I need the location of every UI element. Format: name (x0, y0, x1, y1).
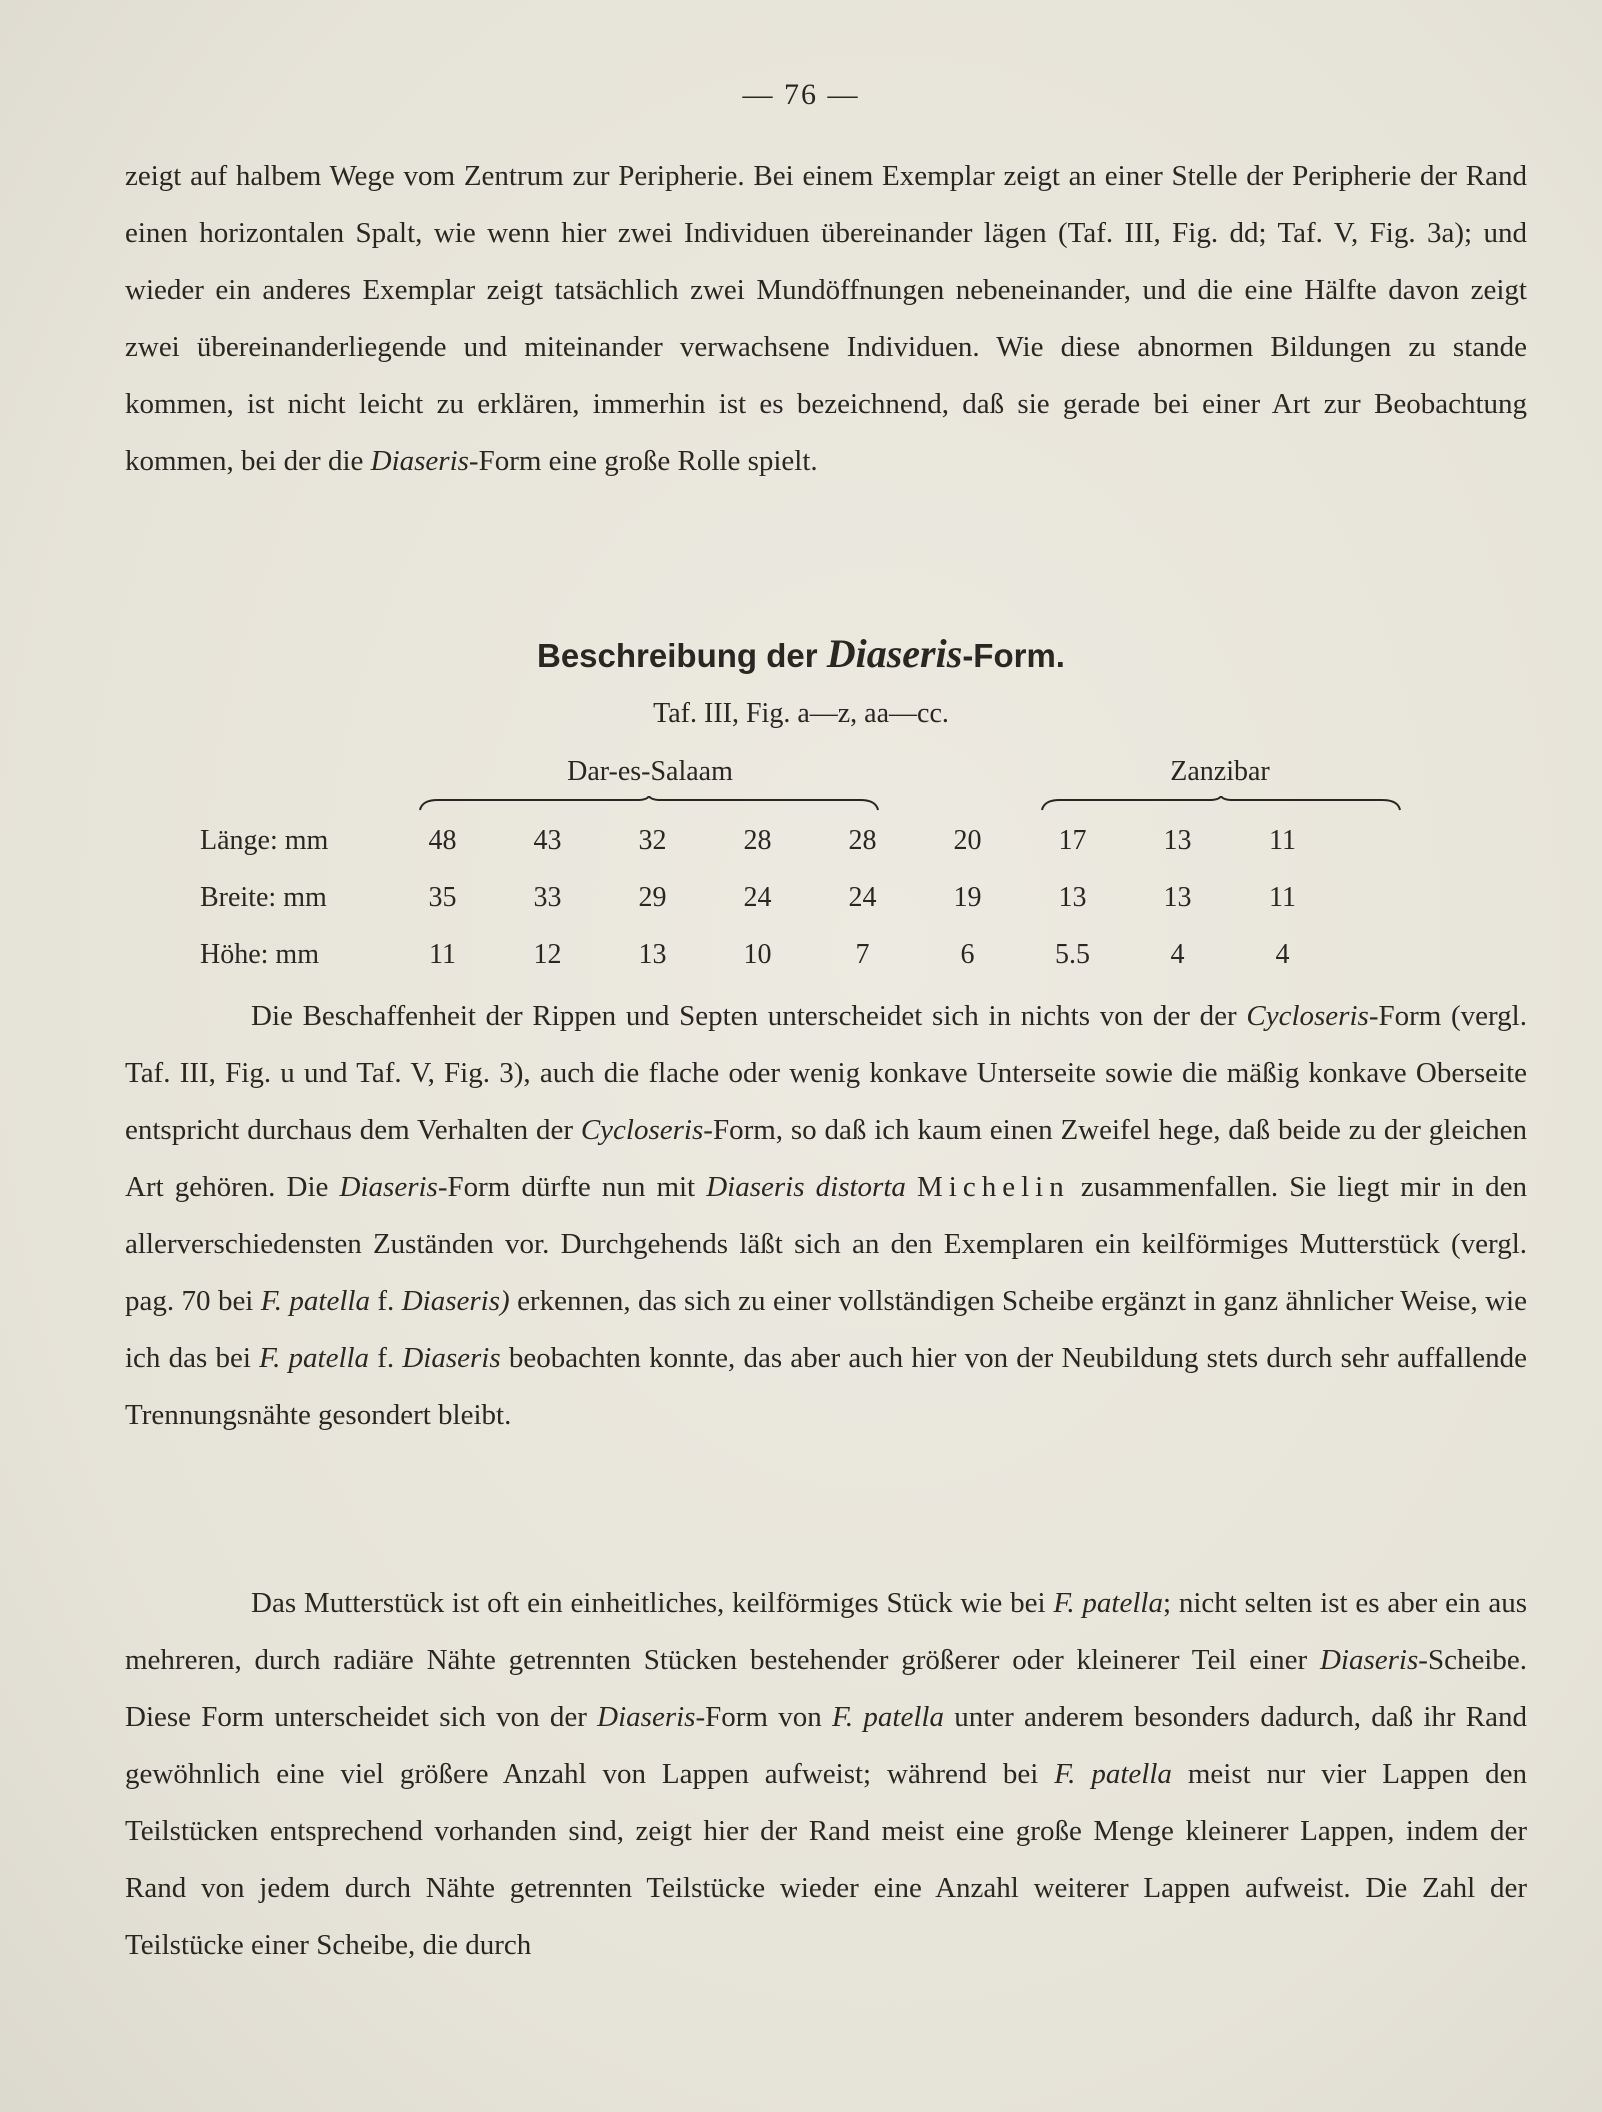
table-cell: 11 (1269, 881, 1296, 913)
brace-zanzibar (1040, 796, 1402, 812)
table-cell: 10 (743, 938, 772, 970)
section-heading: Beschreibung der Diaseris-Form. (537, 631, 1065, 676)
table-cell: 29 (638, 881, 667, 913)
table-cell: 20 (953, 824, 982, 856)
table-cell: 13 (1058, 881, 1087, 913)
table-cell: 24 (743, 881, 772, 913)
region-label-zanzibar: Zanzibar (1170, 756, 1270, 787)
row-label: Länge: mm (200, 824, 329, 856)
table-cell: 4 (1170, 938, 1185, 970)
table-row-hoehe (200, 926, 1335, 983)
table-cell: 17 (1058, 824, 1087, 856)
table-cell: 12 (533, 938, 562, 970)
table-cell: 6 (960, 938, 975, 970)
table-cell: 7 (855, 938, 870, 970)
table-cell: 19 (953, 881, 982, 913)
table-cell: 11 (429, 938, 456, 970)
paragraph-3: Das Mutterstück ist oft ein einheitliches, keilförmiges Stück wie bei F. patella; nicht selten ist es aber ein aus mehreren, durch radiäre Nähte getrennten Stücken bestehender größerer oder kleinerer Teil einer Diaseris-Scheibe. Diese Form unterscheidet sich von der Diaseris-Form von F. patella unter anderem besonders dadurch, daß ihr Rand gewöhnlich eine viel größere Anzahl von Lappen aufweist; während bei F. patella meist nur vier Lappen den Teilstücken entsprechend vorhanden sind, zeigt hier der Rand meist eine große Menge kleinerer Lappen, indem der Rand von jedem durch Nähte getrennten Teilstücke wieder eine Anzahl weiterer Lappen aufweist. Die Zahl der Teilstücke einer Scheibe, die durch (125, 1587, 1527, 1961)
table-cell: 13 (638, 938, 667, 970)
table-cell: 13 (1163, 824, 1192, 856)
table-cell: 11 (1269, 824, 1296, 856)
row-label: Höhe: mm (200, 938, 319, 970)
region-label-dar-es-salaam: Dar-es-Salaam (567, 756, 733, 787)
table-cell: 5.5 (1055, 938, 1090, 970)
table-cell: 28 (743, 824, 772, 856)
table-cell: 13 (1163, 881, 1192, 913)
table-row-laenge (200, 812, 1335, 869)
paragraph-1: zeigt auf halbem Wege vom Zentrum zur Peripherie. Bei einem Exemplar zeigt an einer Stelle der Peripherie der Rand einen horizontalen Spalt, wie wenn hier zwei Individuen übereinander lägen (Taf. III, Fig. dd; Taf. V, Fig. 3a); und wieder ein anderes Exemplar zeigt tatsächlich zwei Mundöffnungen nebeneinander, und die eine Hälfte davon zeigt zwei übereinanderliegende und miteinander verwachsene Individuen. Wie diese abnormen Bildungen zu stande kommen, ist nicht leicht zu erklären, immerhin ist es bezeichnend, daß sie gerade bei einer Art zur Beobachtung kommen, bei der die Diaseris-Form eine große Rolle spielt. (125, 160, 1527, 477)
table-cell: 48 (428, 824, 457, 856)
brace-dar-es-salaam (418, 796, 880, 812)
table-cell: 43 (533, 824, 562, 856)
table-cell: 32 (638, 824, 667, 856)
measurement-table (200, 812, 1335, 983)
table-cell: 35 (428, 881, 457, 913)
paragraph-2: Die Beschaffenheit der Rippen und Septen unterscheidet sich in nichts von der der Cycloseris-Form (vergl. Taf. III, Fig. u und Taf. V, Fig. 3), auch die flache oder wenig konkave Unterseite sowie die mäßig konkave Oberseite entspricht durchaus dem Verhalten der Cycloseris-Form, so daß ich kaum einen Zweifel hege, daß beide zu der gleichen Art gehören. Die Diaseris-Form dürfte nun mit Diaseris distorta Michelin zusammenfallen. Sie liegt mir in den allerverschiedensten Zuständen vor. Durchgehends läßt sich an den Exemplaren ein keilförmiges Mutterstück (vergl. pag. 70 bei F. patella f. Diaseris) erkennen, das sich zu einer vollständigen Scheibe ergänzt in ganz ähnlicher Weise, wie ich das bei F. patella f. Diaseris beobachten konnte, das aber auch hier von der Neubildung stets durch sehr auffallende Trennungsnähte gesondert bleibt. (125, 1000, 1528, 1431)
table-cell: 24 (848, 881, 877, 913)
page-number: — 76 — (742, 78, 860, 111)
row-label: Breite: mm (200, 881, 327, 913)
plate-reference: Taf. III, Fig. a—z, aa—cc. (653, 698, 949, 729)
table-cell: 4 (1275, 938, 1290, 970)
table-cell: 28 (848, 824, 877, 856)
author-name: Michelin (917, 1171, 1070, 1203)
table-row-breite (200, 869, 1335, 926)
table-cell: 33 (533, 881, 562, 913)
